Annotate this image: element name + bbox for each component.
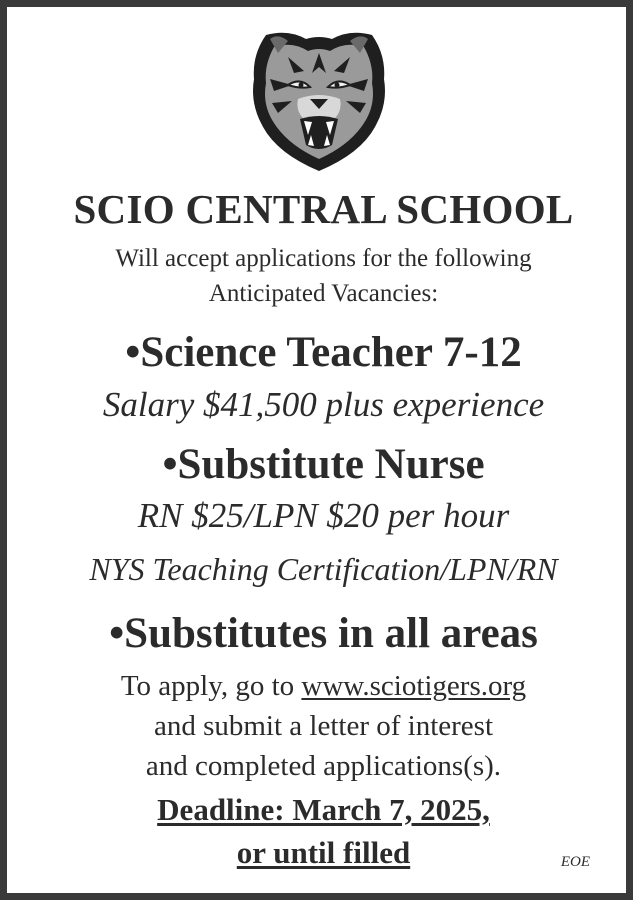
vacancy-substitutes-all-areas: •Substitutes in all areas	[109, 610, 538, 657]
apply-prefix: To apply, go to	[120, 670, 302, 702]
apply-line-3: and completed applications(s).	[145, 750, 502, 782]
eoe-label: EOE	[560, 854, 590, 870]
tiger-head-icon	[248, 27, 390, 173]
vacancy-substitute-nurse: •Substitute Nurse	[162, 441, 485, 488]
deadline-until-filled: or until filled	[236, 835, 411, 870]
website-link[interactable]: www.sciotigers.org	[301, 670, 527, 702]
vacancy-science-teacher: •Science Teacher 7-12	[125, 329, 522, 376]
deadline-line-1	[7, 792, 633, 828]
intro-line-2: Anticipated Vacancies:	[208, 280, 439, 307]
vacancy-substitute-nurse-pay: RN $25/LPN $20 per hour	[137, 496, 510, 535]
deadline-date: Deadline: March 7, 2025,	[157, 792, 490, 827]
vacancy-certification-requirement: NYS Teaching Certification/LPN/RN	[89, 551, 558, 587]
deadline-line-2	[7, 835, 633, 871]
school-name: SCIO CENTRAL SCHOOL	[73, 186, 574, 232]
intro-line-1: Will accept applications for the following	[115, 245, 532, 272]
apply-line-1	[7, 670, 633, 703]
apply-line-2: and submit a letter of interest	[153, 710, 494, 742]
vacancy-science-teacher-salary: Salary $41,500 plus experience	[102, 385, 545, 424]
